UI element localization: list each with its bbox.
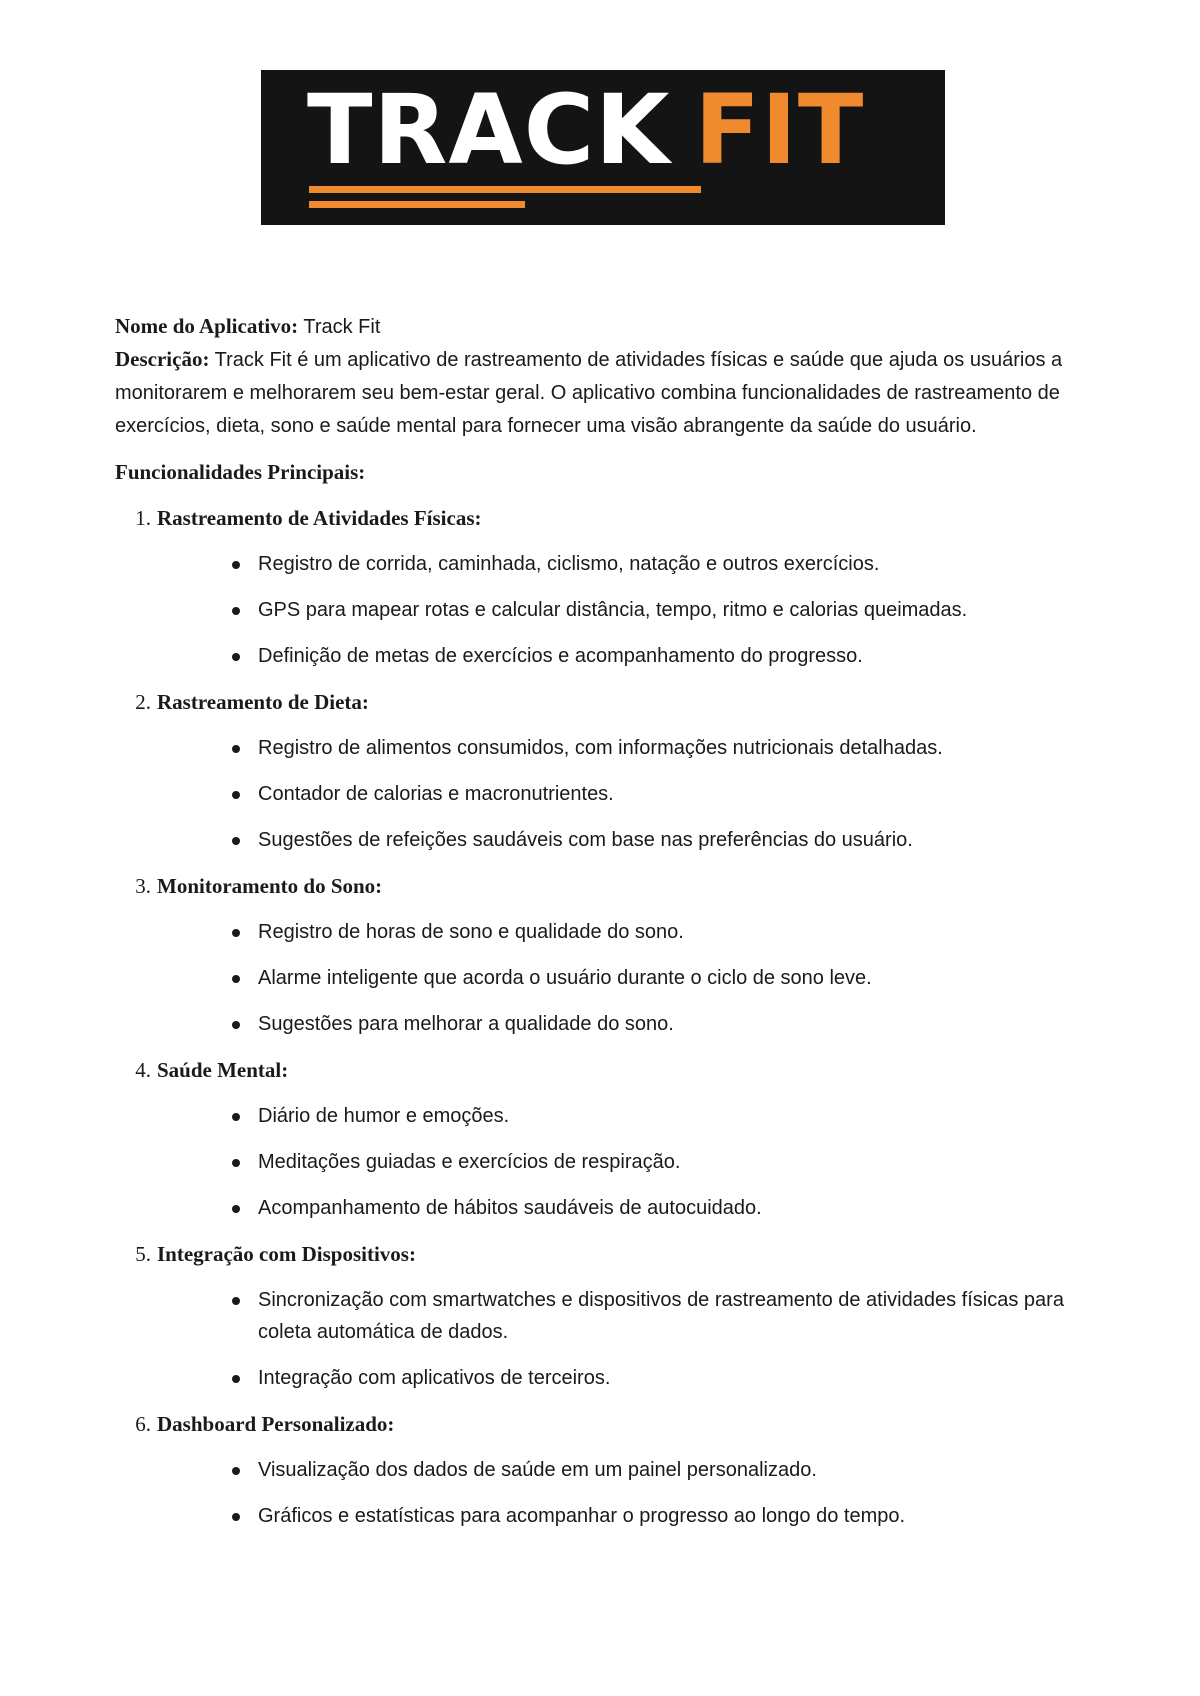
list-item — [115, 962, 1078, 994]
app-name-line — [115, 310, 1095, 343]
bullet-icon — [232, 1297, 240, 1305]
list-item — [115, 640, 1078, 672]
list-item — [115, 732, 1078, 764]
list-item-text: Meditações guiadas e exercícios de respiração. — [258, 1151, 681, 1173]
list-item-text: Contador de calorias e macronutrientes. — [258, 783, 614, 805]
logo-word-track: TRACK — [307, 74, 671, 186]
list-item — [115, 778, 1078, 810]
feature-section-title-text: Saúde Mental: — [157, 1058, 289, 1082]
list-item — [115, 1008, 1078, 1040]
feature-section-title-text: Dashboard Personalizado: — [157, 1412, 395, 1436]
app-name-label: Nome do Aplicativo: — [115, 314, 299, 338]
feature-section-title-text: Monitoramento do Sono: — [157, 874, 383, 898]
logo-text — [307, 74, 865, 186]
feature-section — [115, 1238, 1095, 1394]
list-item-text: Acompanhamento de hábitos saudáveis de autocuidado. — [258, 1197, 762, 1219]
feature-bullet-list — [115, 548, 1095, 672]
logo-word-fit: FIT — [694, 74, 865, 186]
feature-section — [115, 1408, 1095, 1532]
list-item-text: GPS para mapear rotas e calcular distância, tempo, ritmo e calorias queimadas. — [258, 599, 968, 621]
feature-section-title-text: Integração com Dispositivos: — [157, 1242, 416, 1266]
bullet-icon — [232, 975, 240, 983]
list-item — [115, 1362, 1078, 1394]
list-item-text: Visualização dos dados de saúde em um painel personalizado. — [258, 1459, 817, 1481]
list-item-text: Sugestões de refeições saudáveis com base nas preferências do usuário. — [258, 829, 913, 851]
feature-section-title — [115, 1054, 1095, 1086]
bullet-icon — [232, 653, 240, 661]
list-item-text: Registro de horas de sono e qualidade do sono. — [258, 921, 684, 943]
bullet-icon — [232, 1513, 240, 1521]
list-item — [115, 1500, 1078, 1532]
list-item-text: Registro de alimentos consumidos, com informações nutricionais detalhadas. — [258, 737, 943, 759]
bullet-icon — [232, 837, 240, 845]
feature-section — [115, 502, 1095, 672]
list-item-text: Integração com aplicativos de terceiros. — [258, 1367, 611, 1389]
feature-bullet-list — [115, 916, 1095, 1040]
bullet-icon — [232, 561, 240, 569]
feature-section — [115, 870, 1095, 1040]
bullet-icon — [232, 929, 240, 937]
feature-section-number: 2. — [135, 690, 151, 714]
bullet-icon — [232, 1159, 240, 1167]
feature-section-title — [115, 1238, 1095, 1270]
logo-underline-short — [309, 201, 525, 208]
list-item — [115, 1100, 1078, 1132]
feature-section-number: 4. — [135, 1058, 151, 1082]
feature-section-title — [115, 686, 1095, 718]
description-label: Descrição: — [115, 347, 210, 371]
bullet-icon — [232, 607, 240, 615]
feature-bullet-list — [115, 732, 1095, 856]
list-item-text: Sincronização com smartwatches e dispositivos de rastreamento de atividades físicas para coleta automática de dados. — [258, 1289, 1064, 1343]
logo-underline-long — [309, 186, 701, 193]
bullet-icon — [232, 1113, 240, 1121]
bullet-icon — [232, 791, 240, 799]
list-item — [115, 824, 1078, 856]
list-item-text: Diário de humor e emoções. — [258, 1105, 510, 1127]
feature-section-number: 5. — [135, 1242, 151, 1266]
list-item — [115, 1284, 1078, 1348]
bullet-icon — [232, 1205, 240, 1213]
bullet-icon — [232, 745, 240, 753]
feature-bullet-list — [115, 1284, 1095, 1394]
feature-section-title — [115, 1408, 1095, 1440]
list-item — [115, 1454, 1078, 1486]
feature-section-title-text: Rastreamento de Atividades Físicas: — [157, 506, 482, 530]
feature-bullet-list — [115, 1100, 1095, 1224]
feature-section-number: 1. — [135, 506, 151, 530]
features-list — [115, 502, 1095, 1532]
description-paragraph — [115, 343, 1095, 442]
feature-section-title — [115, 502, 1095, 534]
app-name-value: Track Fit — [298, 316, 381, 338]
list-item-text: Alarme inteligente que acorda o usuário durante o ciclo de sono leve. — [258, 967, 872, 989]
list-item — [115, 594, 1078, 626]
list-item-text: Sugestões para melhorar a qualidade do sono. — [258, 1013, 674, 1035]
list-item — [115, 548, 1078, 580]
feature-section — [115, 686, 1095, 856]
bullet-icon — [232, 1021, 240, 1029]
bullet-icon — [232, 1467, 240, 1475]
list-item-text: Definição de metas de exercícios e acompanhamento do progresso. — [258, 645, 863, 667]
track-fit-logo — [261, 70, 945, 225]
list-item — [115, 1146, 1078, 1178]
description-text: Track Fit é um aplicativo de rastreamento de atividades físicas e saúde que ajuda os usuários a monitorarem e melhorarem seu bem-estar geral. O aplicativo combina funcionalidades de rastreamento de exercícios, dieta, sono e saúde mental para fornecer uma visão abrangente da saúde do usuário. — [115, 349, 1063, 437]
feature-section-title — [115, 870, 1095, 902]
feature-section-number: 3. — [135, 874, 151, 898]
document-body — [115, 310, 1095, 1546]
list-item — [115, 1192, 1078, 1224]
list-item-text: Registro de corrida, caminhada, ciclismo, natação e outros exercícios. — [258, 553, 880, 575]
features-heading: Funcionalidades Principais: — [115, 460, 366, 484]
feature-bullet-list — [115, 1454, 1095, 1532]
list-item-text: Gráficos e estatísticas para acompanhar o progresso ao longo do tempo. — [258, 1505, 906, 1527]
feature-section-number: 6. — [135, 1412, 151, 1436]
bullet-icon — [232, 1375, 240, 1383]
feature-section-title-text: Rastreamento de Dieta: — [157, 690, 369, 714]
feature-section — [115, 1054, 1095, 1224]
list-item — [115, 916, 1078, 948]
